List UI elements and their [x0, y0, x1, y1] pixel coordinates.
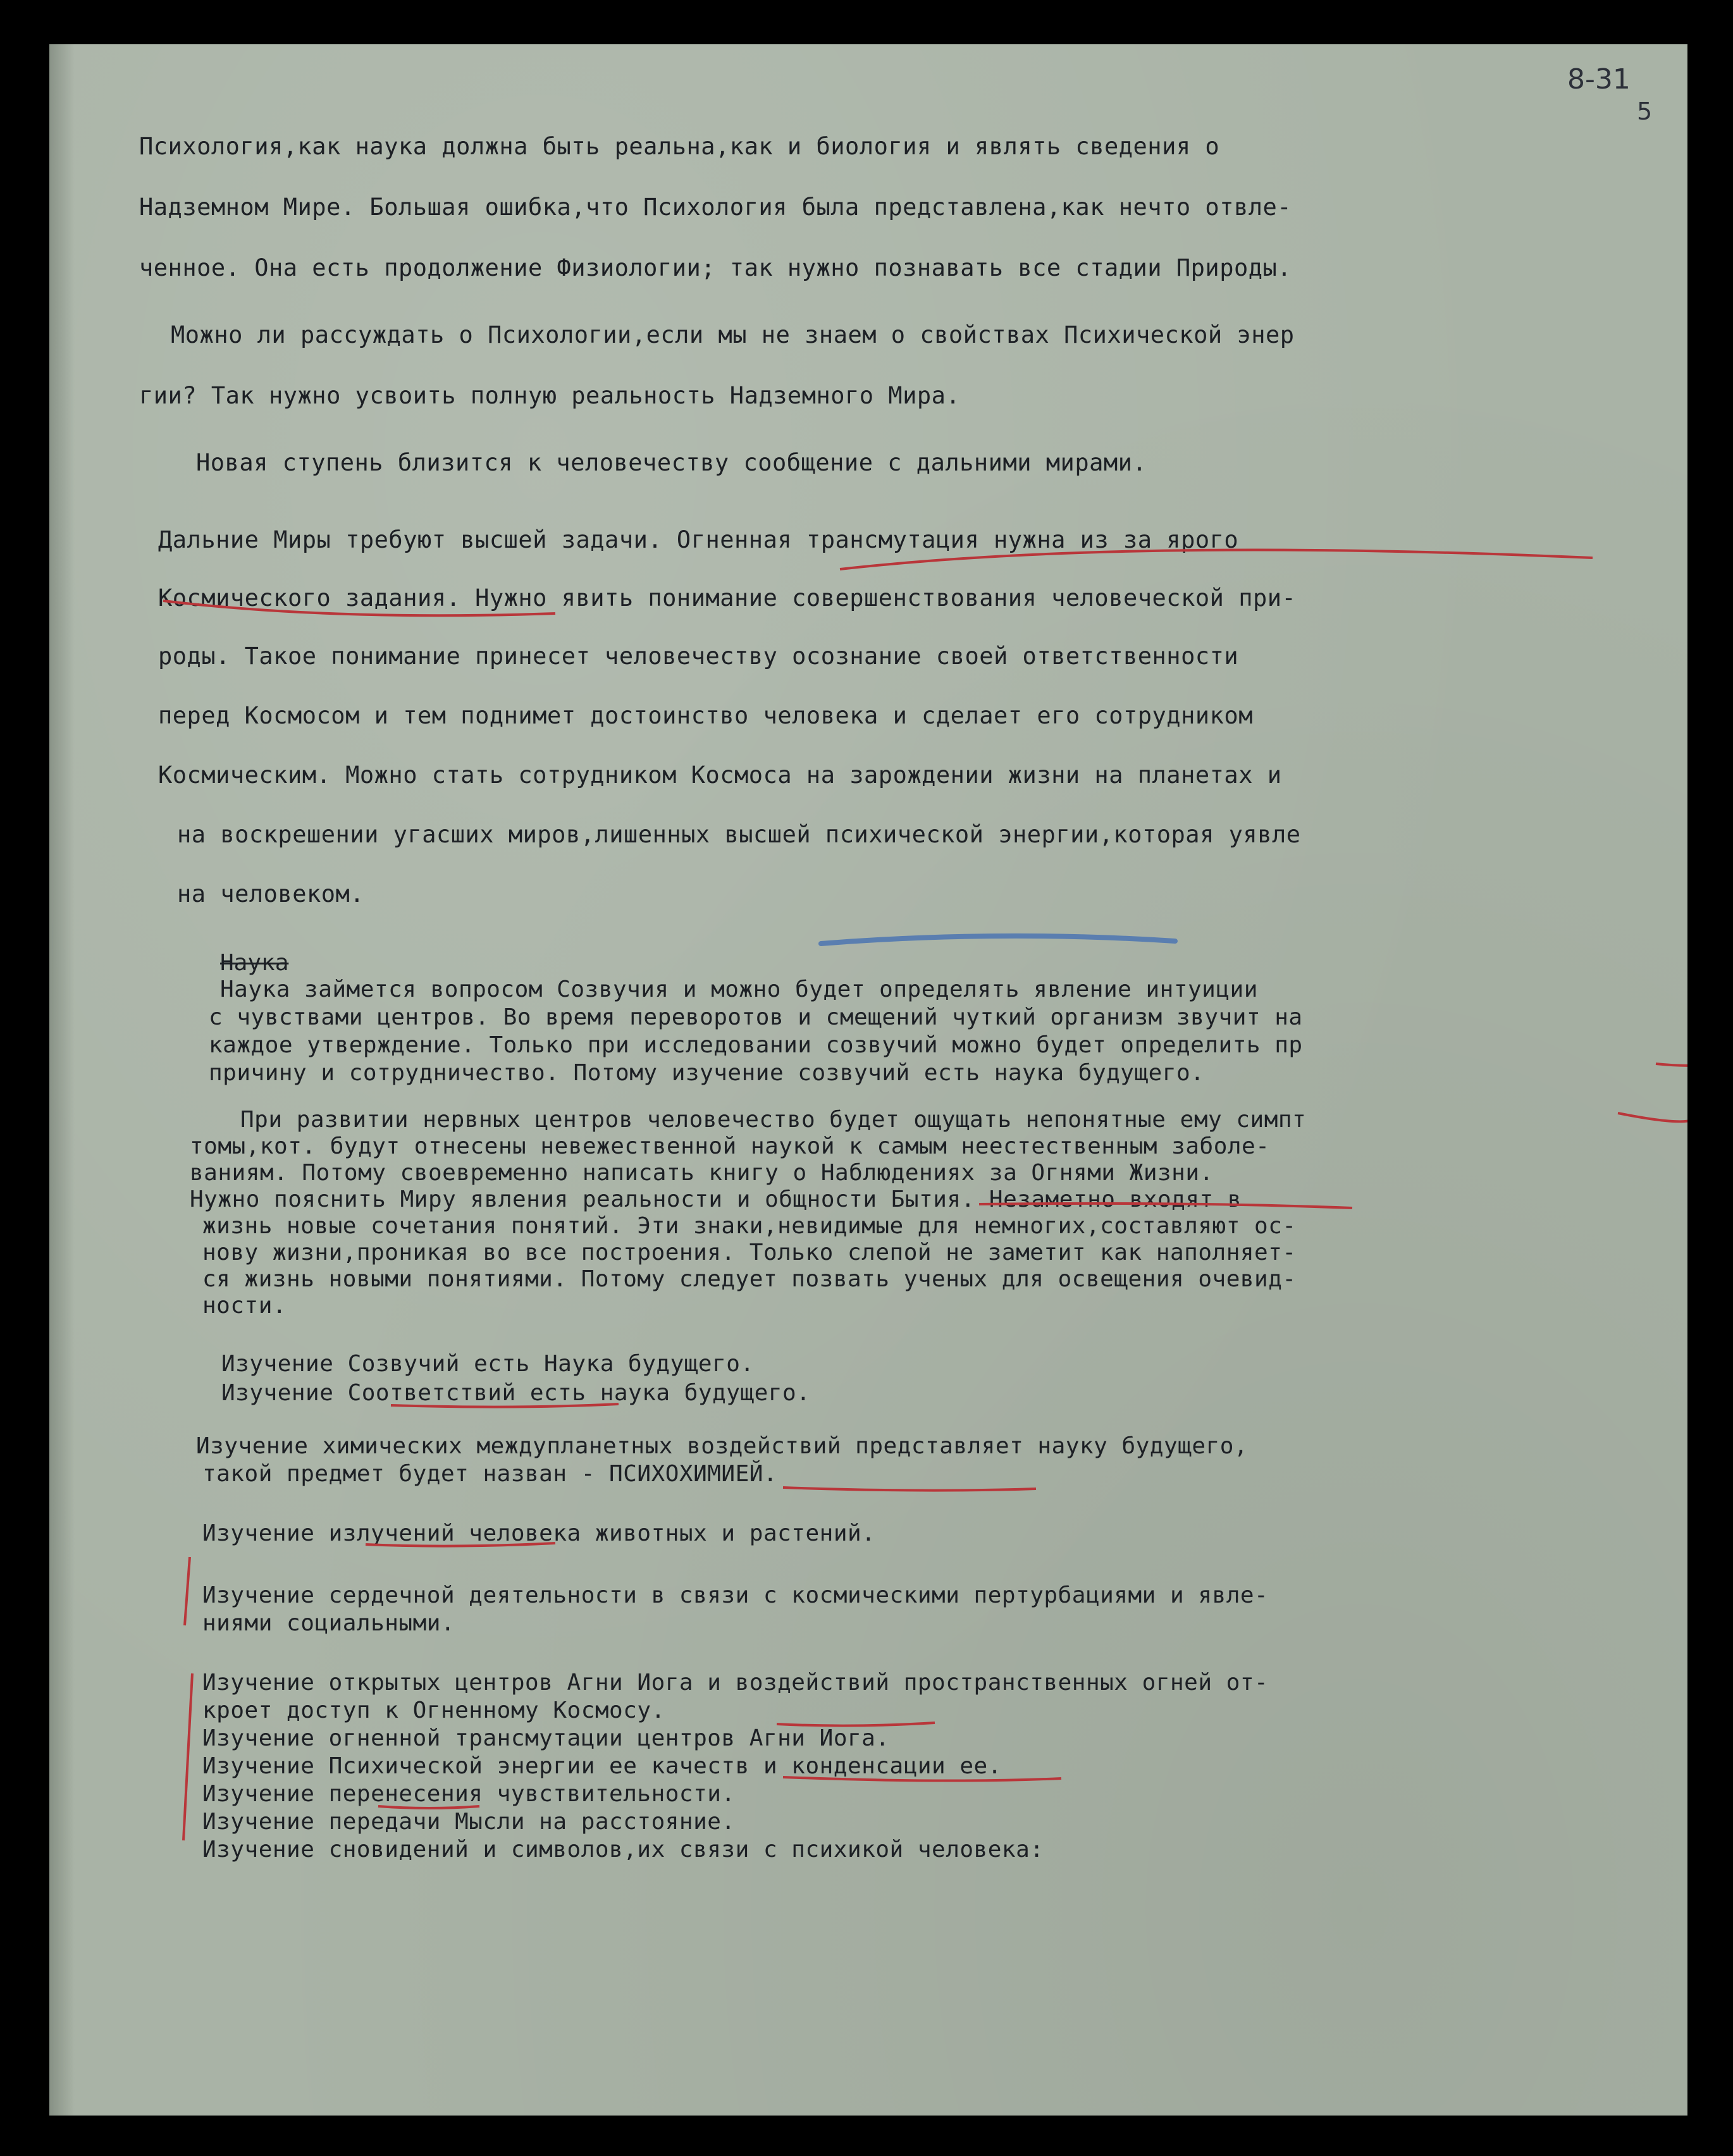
text-line: гии? Так нужно усвоить полную реальность Надземного Мира.	[139, 382, 961, 409]
text-line: Изучение передачи Мысли на расстояние.	[202, 1809, 736, 1835]
text-line: Изучение Соответствий есть наука будущего.	[221, 1380, 811, 1406]
text-line: Изучение Психической энергии ее качеств и конденсации ее.	[202, 1753, 1002, 1779]
red-underline	[163, 601, 555, 615]
text-line: Космическим. Можно стать сотрудником Космоса на зарождении жизни на планетах и	[158, 761, 1282, 789]
text-line: ниями социальными.	[202, 1610, 455, 1636]
red-marginal-line	[185, 1557, 190, 1625]
text-line: Изучение сердечной деятельности в связи с космическими пертурбациями и явле-	[202, 1582, 1269, 1608]
text-line: Дальние Миры требуют высшей задачи. Огненная трансмутация нужна из за ярого	[158, 526, 1239, 553]
text-line: Изучение перенесения чувствительности.	[202, 1781, 736, 1807]
text-line: Изучение химических междупланетных воздействий представляет науку будущего,	[196, 1433, 1249, 1459]
red-tick	[1618, 1113, 1687, 1121]
text-line: кроет доступ к Огненному Космосу.	[202, 1697, 665, 1723]
text-line: Изучение сновидений и символов,их связи с психикой человека:	[202, 1837, 1044, 1863]
text-line: с чувствами центров. Во время переворотов и смещений чуткий организм звучит на	[209, 1004, 1303, 1030]
red-marginal-line	[183, 1673, 192, 1840]
pencil-annotations	[49, 44, 1687, 2116]
document-page	[49, 44, 1687, 2116]
red-underline	[783, 1488, 1036, 1491]
text-line: Можно ли рассуждать о Психологии,если мы не знаем о свойствах Психической энер	[171, 321, 1295, 348]
text-line: такой предмет будет назван - ПСИХОХИМИЕЙ.	[202, 1461, 778, 1487]
text-line: ности.	[202, 1293, 287, 1319]
text-line: Наука займется вопросом Созвучия и можно будет определять явление интуиции	[220, 976, 1258, 1002]
red-underline	[840, 550, 1593, 569]
archive-number-sub: 5	[1637, 97, 1653, 125]
text-line: Психология,как наука должна быть реальна,как и биология и являть сведения о	[139, 133, 1220, 160]
blue-mark	[821, 936, 1175, 944]
red-underline	[366, 1543, 555, 1546]
text-line: жизнь новые сочетания понятий. Эти знаки,невидимые для немногих,составляют ос-	[202, 1213, 1297, 1239]
text-line: на человеком.	[177, 880, 365, 908]
text-line: Нужно пояснить Миру явления реальности и общности Бытия. Незаметно входят в	[190, 1186, 1242, 1212]
struck-heading: Наука	[220, 950, 289, 976]
archive-number-main: 8-31	[1567, 63, 1631, 95]
red-underline	[391, 1404, 619, 1407]
text-line: Новая ступень близится к человечеству сообщение с дальними мирами.	[196, 449, 1147, 476]
text-line: причину и сотрудничество. Потому изучение созвучий есть наука будущего.	[209, 1060, 1205, 1086]
red-tick	[1656, 1060, 1687, 1066]
red-underline	[979, 1204, 1352, 1208]
text-line: каждое утверждение. Только при исследовании созвучий можно будет определить пр	[209, 1032, 1303, 1058]
text-line: Надземном Мире. Большая ошибка,что Психология была представлена,как нечто отвле-	[139, 194, 1292, 221]
text-line: на воскрешении угасших миров,лишенных высшей психической энергии,которая уявле	[177, 821, 1301, 848]
text-line: Изучение огненной трансмутации центров Агни Иога.	[202, 1725, 890, 1751]
text-line: нову жизни,проникая во все построения. Только слепой не заметит как наполняет-	[202, 1240, 1297, 1266]
red-underline	[777, 1723, 935, 1726]
text-line: Изучение Созвучий есть Наука будущего.	[221, 1351, 755, 1377]
text-line: томы,кот. будут отнесены невежественной наукой к самым неестественным заболе-	[190, 1133, 1270, 1159]
text-line: перед Космосом и тем поднимет достоинство человека и сделает его сотрудником	[158, 702, 1253, 729]
text-line: ченное. Она есть продолжение Физиологии; так нужно познавать все стадии Природы.	[139, 254, 1292, 281]
red-underline	[378, 1806, 479, 1808]
text-line: Космического задания. Нужно явить понимание совершенствования человеческой при-	[158, 584, 1297, 612]
text-line: Изучение излучений человека животных и растений.	[202, 1520, 876, 1546]
red-underline	[783, 1777, 1061, 1781]
text-line: Изучение открытых центров Агни Иога и воздействий пространственных огней от-	[202, 1670, 1269, 1696]
text-line: ся жизнь новыми понятиями. Потому следует позвать ученых для освещения очевид-	[202, 1266, 1297, 1292]
text-line: роды. Такое понимание принесет человечеству осознание своей ответственности	[158, 643, 1239, 670]
text-line: ваниям. Потому своевременно написать книгу о Наблюдениях за Огнями Жизни.	[190, 1160, 1214, 1186]
text-line: При развитии нервных центров человечество будет ощущать непонятные ему симпт	[240, 1107, 1307, 1133]
